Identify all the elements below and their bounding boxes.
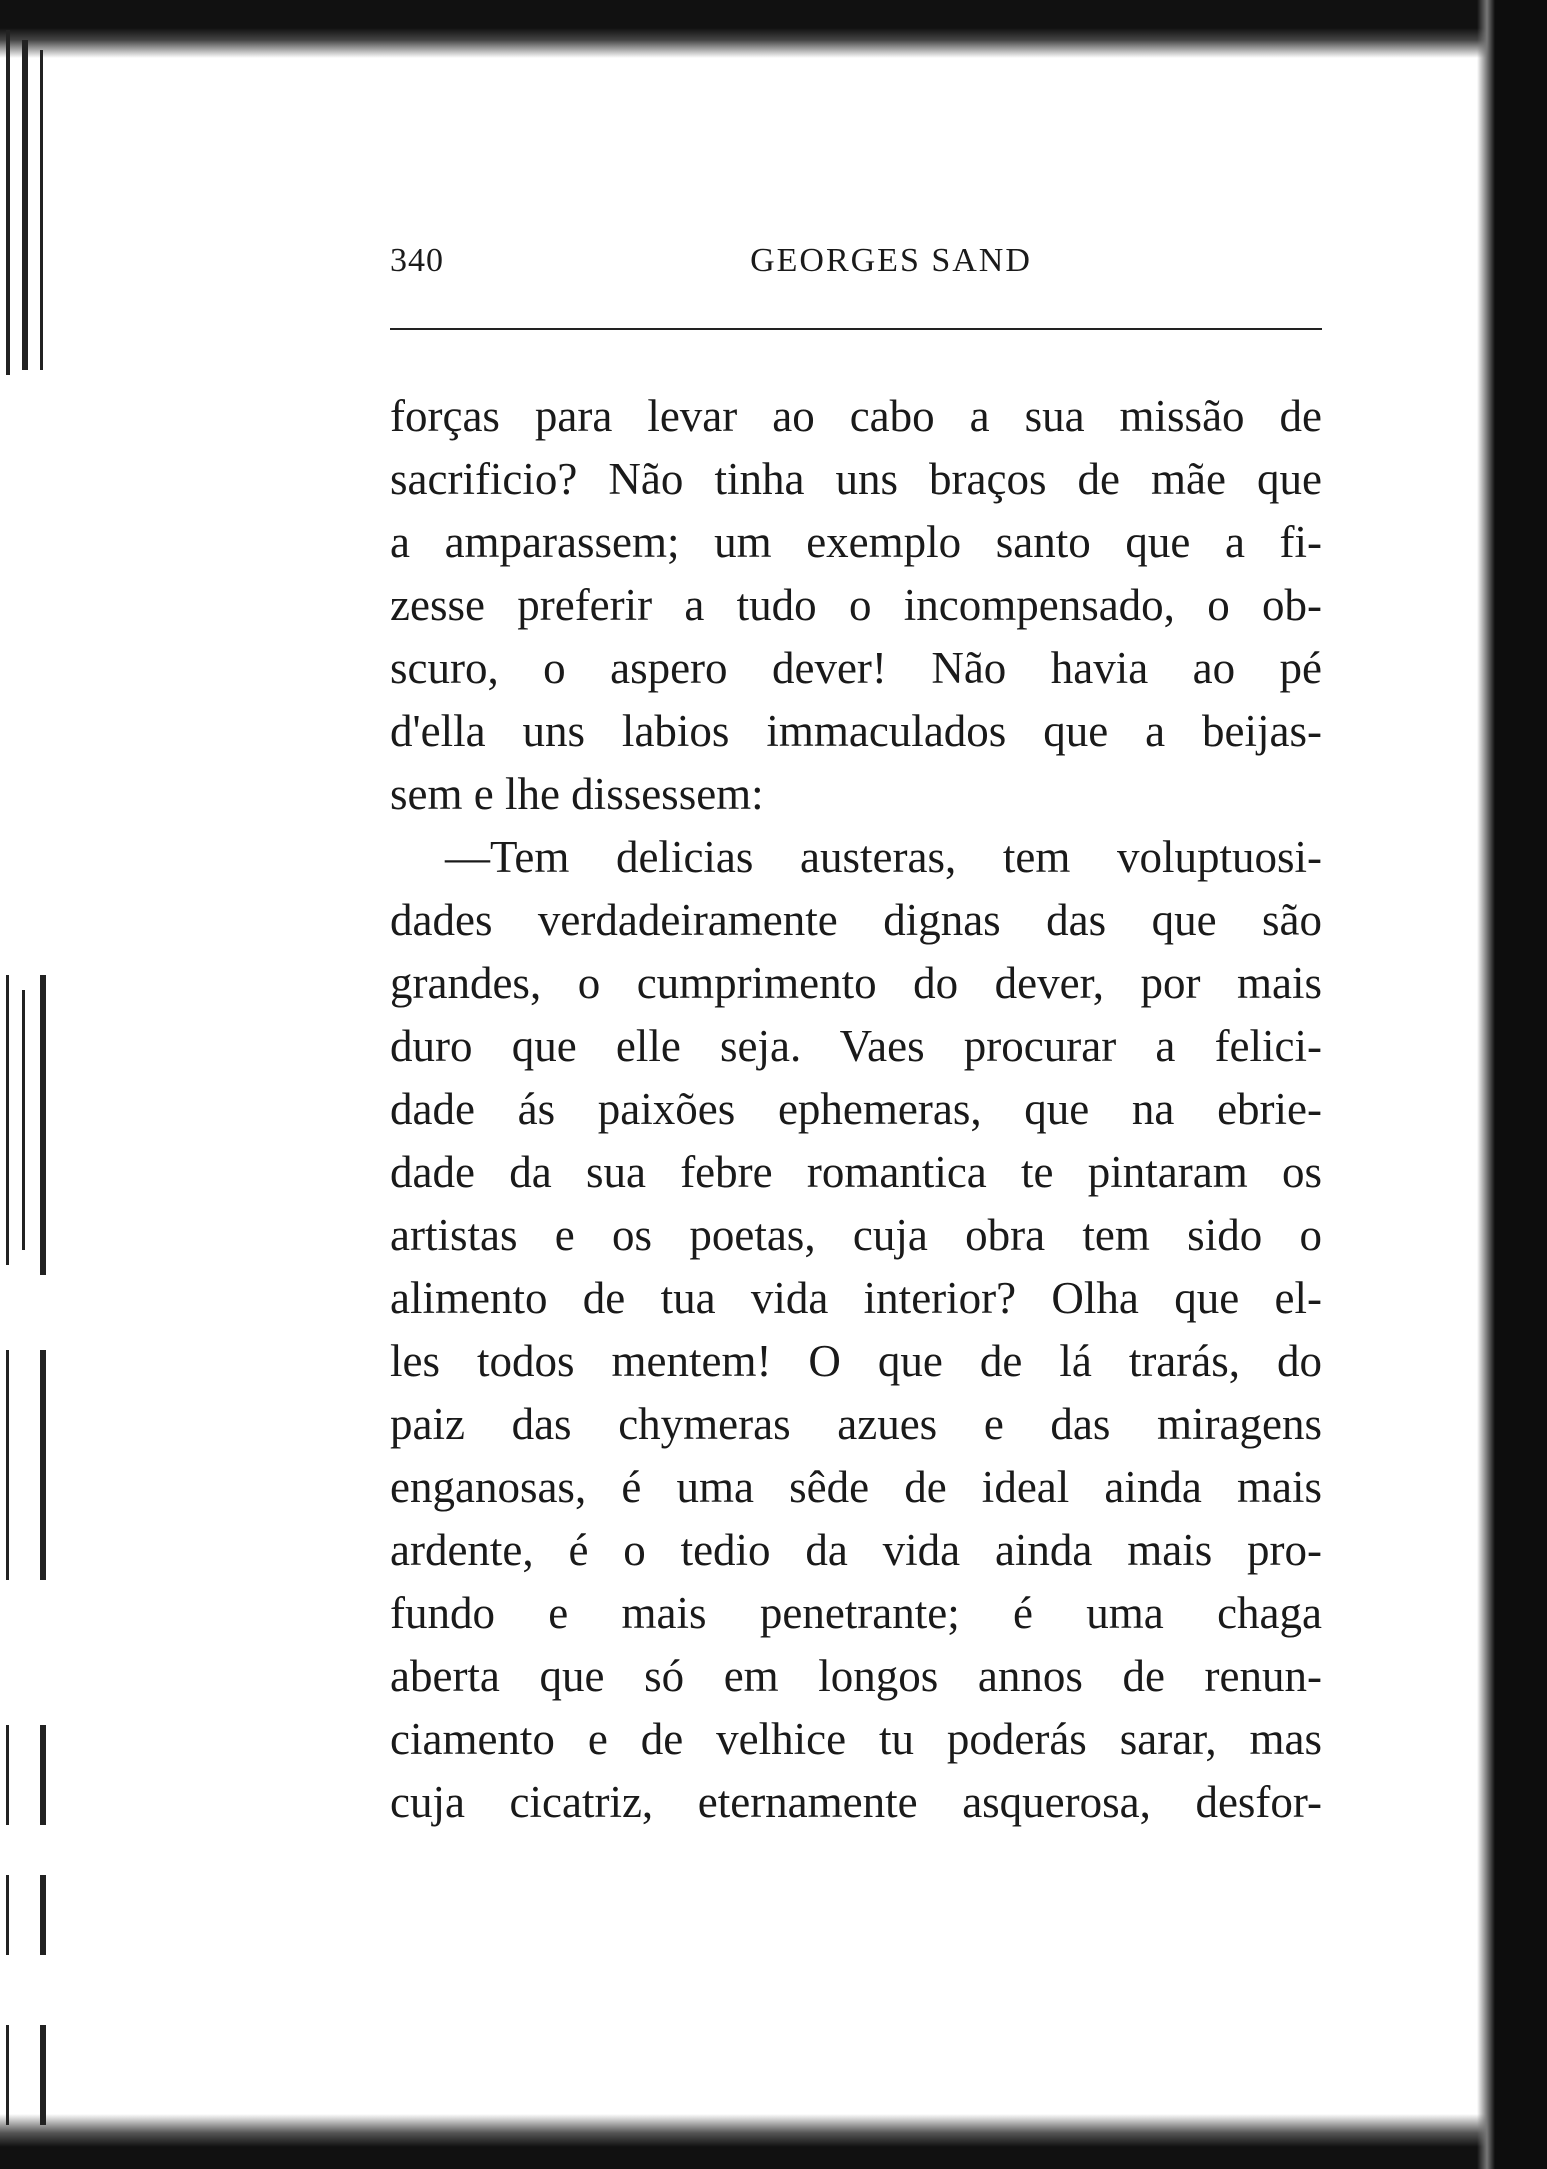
text-line: cuja cicatriz, eternamente asquerosa, desfor- xyxy=(390,1777,1322,1827)
text-line: dades verdadeiramente dignas das que são xyxy=(390,895,1322,945)
text-line: zesse preferir a tudo o incompensado, o ob- xyxy=(390,580,1322,630)
text-line: les todos mentem! O que de lá trarás, do xyxy=(390,1336,1322,1386)
text-line: ardente, é o tedio da vida ainda mais pro- xyxy=(390,1525,1322,1575)
scan-left-binding-marks xyxy=(0,0,130,2169)
text-line: ciamento e de velhice tu poderás sarar, mas xyxy=(390,1714,1322,1764)
text-line: grandes, o cumprimento do dever, por mais xyxy=(390,958,1322,1008)
running-header xyxy=(390,238,1322,284)
page-number: 340 xyxy=(390,242,444,279)
text-line: d'ella uns labios immaculados que a beijas- xyxy=(390,706,1322,756)
text-line: dade da sua febre romantica te pintaram os xyxy=(390,1147,1322,1197)
text-line: sacrificio? Não tinha uns braços de mãe que xyxy=(390,454,1322,504)
scan-top-edge xyxy=(0,0,1547,58)
text-line: aberta que só em longos annos de renun- xyxy=(390,1651,1322,1701)
text-line: dade ás paixões ephemeras, que na ebrie- xyxy=(390,1084,1322,1134)
running-title: GEORGES SAND xyxy=(750,242,1032,279)
text-line: enganosas, é uma sêde de ideal ainda mais xyxy=(390,1462,1322,1512)
text-line: forças para levar ao cabo a sua missão de xyxy=(390,391,1322,441)
text-line: duro que elle seja. Vaes procurar a felici- xyxy=(390,1021,1322,1071)
text-line: scuro, o aspero dever! Não havia ao pé xyxy=(390,643,1322,693)
text-line: —Tem delicias austeras, tem voluptuosi- xyxy=(445,832,1322,882)
text-line: artistas e os poetas, cuja obra tem sido o xyxy=(390,1210,1322,1260)
text-line: paiz das chymeras azues e das miragens xyxy=(390,1399,1322,1449)
text-line: alimento de tua vida interior? Olha que el- xyxy=(390,1273,1322,1323)
header-rule xyxy=(390,328,1322,330)
text-line: a amparassem; um exemplo santo que a fi- xyxy=(390,517,1322,567)
text-line: fundo e mais penetrante; é uma chaga xyxy=(390,1588,1322,1638)
text-line: sem e lhe dissessem: xyxy=(390,769,764,819)
scan-bottom-edge xyxy=(0,2114,1547,2169)
scan-right-edge xyxy=(1477,0,1547,2169)
body-text xyxy=(390,385,1322,1834)
